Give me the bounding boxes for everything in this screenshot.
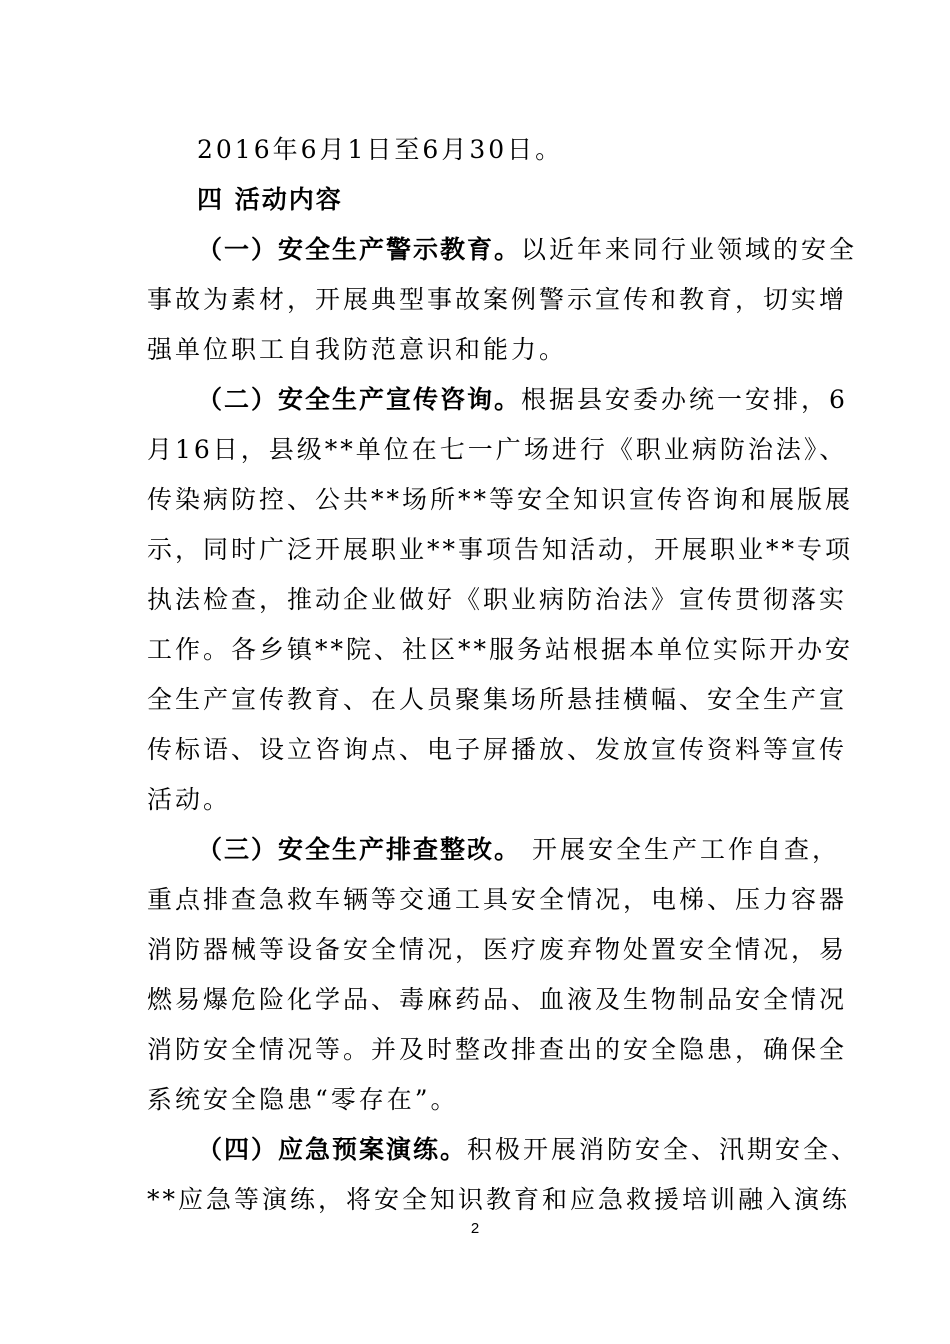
paragraph-line: 全生产宣传教育、在人员聚集场所悬挂横幅、安全生产宣: [147, 685, 848, 714]
paragraph-line: 示，同时广泛开展职业**事项告知活动，开展职业**专项: [147, 535, 854, 564]
paragraph-line: 执法检查，推动企业做好《职业病防治法》宣传贯彻落实: [147, 585, 848, 614]
paragraph-line: 重点排查急救车辆等交通工具安全情况，电梯、压力容器: [147, 885, 848, 914]
item-2-first-line: [197, 384, 857, 416]
item-3-text: 开展安全生产工作自查，: [521, 835, 840, 864]
item-1-text: 以近年来同行业领域的安全: [521, 235, 858, 264]
item-4-first-line: [197, 1134, 860, 1166]
paragraph-line: **应急等演练，将安全知识教育和应急救援培训融入演练: [147, 1185, 851, 1214]
item-4-text: 积极开展消防安全、汛期安全、: [467, 1135, 860, 1164]
date-line: 2016年6月1日至6月30日。: [197, 135, 564, 164]
paragraph-line: 强单位职工自我防范意识和能力。: [147, 335, 568, 364]
item-2-title: （二）安全生产宣传咨询。: [197, 385, 522, 414]
item-4-title: （四）应急预案演练。: [197, 1135, 468, 1164]
paragraph-line: 消防器械等设备安全情况，医疗废弃物处置安全情况，易: [147, 935, 848, 964]
item-3-title: （三）安全生产排查整改。: [197, 835, 522, 864]
paragraph-line: 燃易爆危险化学品、毒麻药品、血液及生物制品安全情况: [147, 985, 848, 1014]
paragraph-line: 事故为素材，开展典型事故案例警示宣传和教育，切实增: [147, 285, 848, 314]
paragraph-line: 工作。各乡镇**院、社区**服务站根据本单位实际开办安: [147, 635, 854, 664]
item-3-first-line: [197, 834, 857, 866]
paragraph-line: 系统安全隐患“零存在”。: [147, 1085, 459, 1114]
item-1-first-line: [197, 234, 857, 266]
paragraph-line: 活动。: [147, 785, 232, 814]
paragraph-line: 传染病防控、公共**场所**等安全知识宣传咨询和展版展: [147, 485, 854, 514]
page-number: 2: [470, 1220, 480, 1237]
paragraph-line: 传标语、设立咨询点、电子屏播放、发放宣传资料等宣传: [147, 735, 848, 764]
item-1-title: （一）安全生产警示教育。: [197, 235, 522, 264]
paragraph-line: 月16日，县级**单位在七一广场进行《职业病防治法》、: [147, 435, 848, 464]
item-2-text: 根据县安委办统一安排，6: [521, 385, 848, 414]
section-heading: 四 活动内容: [197, 185, 343, 214]
paragraph-line: 消防安全情况等。并及时整改排查出的安全隐患，确保全: [147, 1035, 848, 1064]
